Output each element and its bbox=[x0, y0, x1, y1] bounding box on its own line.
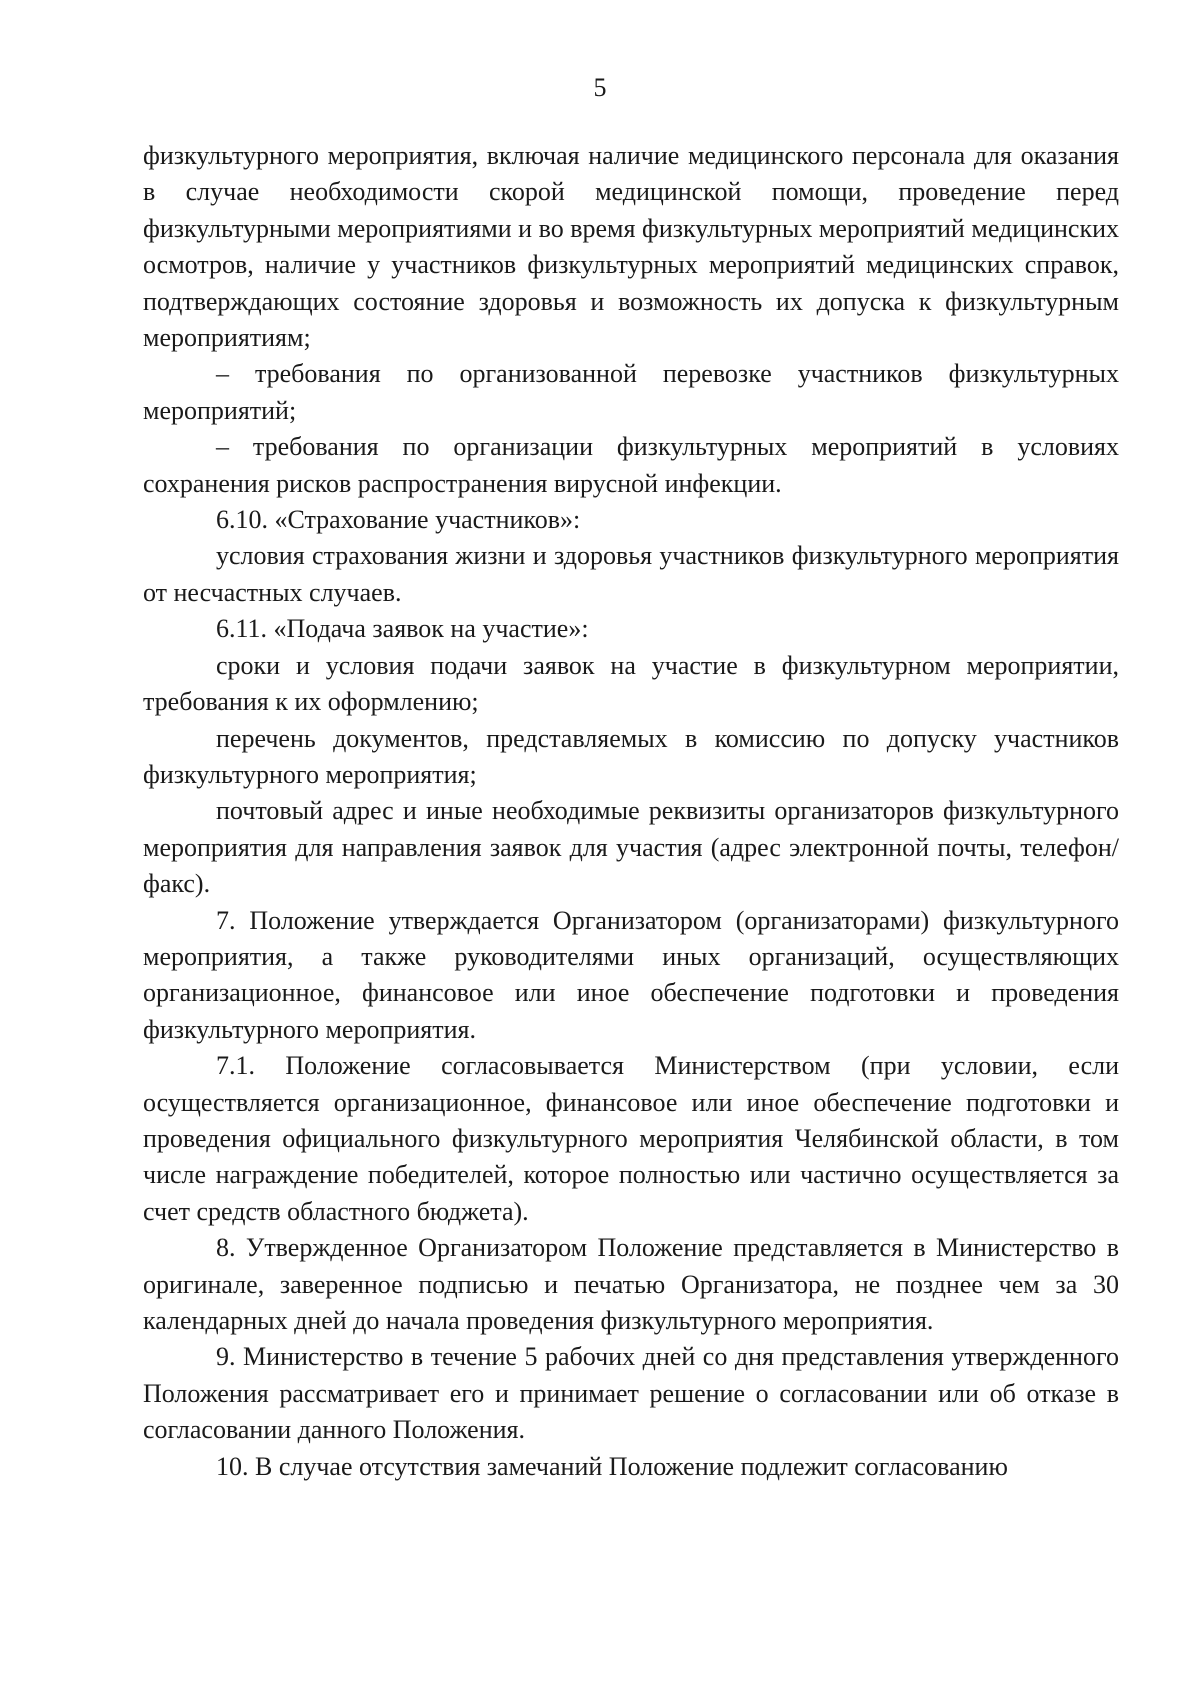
clause-7-1: 7.1. Положение согласовывается Министерством (при условии, если осуществляется организационное, финансовое или иное обеспечение подготовки и проведения официального физкультурного мероприятия Челябинской области, в том числе награждение победителей, которое полностью или частично осуществляется за счет средств областного бюджета). bbox=[143, 1051, 1119, 1226]
section-heading-6-10: 6.10. «Страхование участников»: bbox=[216, 505, 581, 535]
clause-7: 7. Положение утверждается Организатором (организаторами) физкультурного мероприятия, а также руководителями иных организаций, осуществляющих организационное, финансовое или иное обеспечение подготовки и проведения физкультурного мероприятия. bbox=[143, 905, 1119, 1044]
paragraph-1: физкультурного мероприятия, включая наличие медицинского персонала для оказания в случае необходимости скорой медицинской помощи, проведение перед физкультурными мероприятиями и во время физкультурных мероприятий медицинских осмотров, наличие у участников физкультурных мероприятий медицинских справок, подтверждающих состояние здоровья и возможность их допуска к физкультурным мероприятиям; bbox=[143, 141, 1119, 353]
section-heading-6-11: 6.11. «Подача заявок на участие»: bbox=[216, 614, 589, 644]
paragraph-8: перечень документов, представляемых в комиссию по допуску участников физкультурного мероприятия; bbox=[143, 723, 1119, 789]
clause-9: 9. Министерство в течение 5 рабочих дней со дня представления утвержденного Положения рассматривает его и принимает решение о согласовании или об отказе в согласовании данного Положения. bbox=[143, 1342, 1119, 1445]
paragraph-3: – требования по организации физкультурных мероприятий в условиях сохранения рисков распространения вирусной инфекции. bbox=[143, 432, 1119, 498]
clause-10: 10. В случае отсутствия замечаний Положение подлежит согласованию bbox=[216, 1451, 1008, 1481]
paragraph-7: сроки и условия подачи заявок на участие в физкультурном мероприятии, требования к их оформлению; bbox=[143, 650, 1119, 717]
document-body bbox=[143, 138, 1119, 1485]
page-number: 5 bbox=[593, 73, 607, 102]
paragraph-9: почтовый адрес и иные необходимые реквизиты организаторов физкультурного мероприятия для направления заявок для участия (адрес электронной почты, телефон/факс). bbox=[143, 796, 1119, 899]
clause-8: 8. Утвержденное Организатором Положение представляется в Министерство в оригинале, заверенное подписью и печатью Организатора, не позднее чем за 30 календарных дней до начала проведения физкультурного мероприятия. bbox=[143, 1233, 1119, 1335]
paragraph-5: условия страхования жизни и здоровья участников физкультурного мероприятия от несчастных случаев. bbox=[143, 541, 1119, 607]
paragraph-2: – требования по организованной перевозке участников физкультурных мероприятий; bbox=[143, 359, 1119, 425]
